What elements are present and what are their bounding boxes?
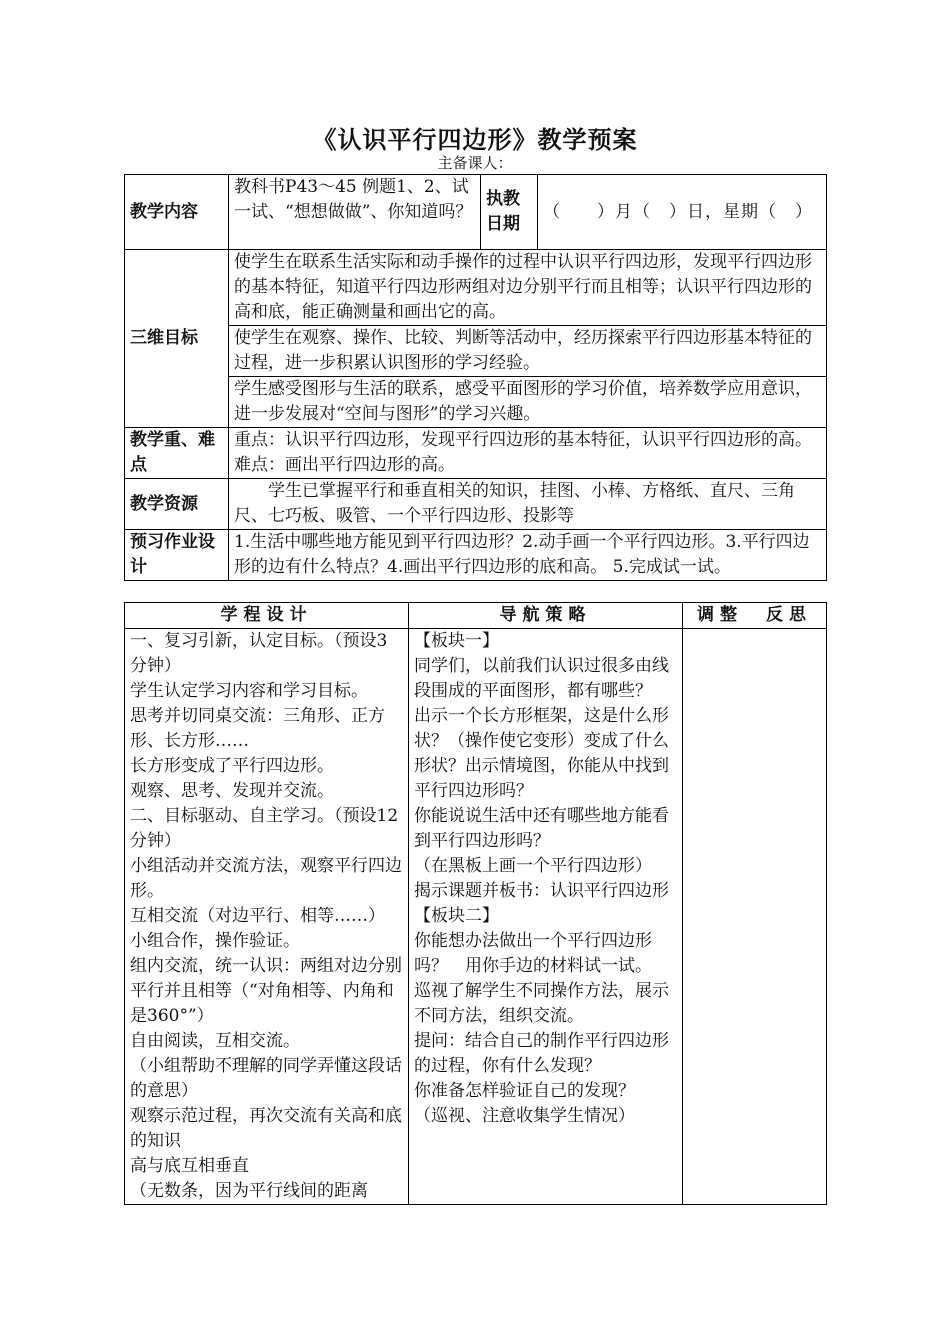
process-line: 思考并切同桌交流：三角形、正方形、长方形……	[130, 706, 385, 751]
strategy-line: 【板块二】	[414, 906, 499, 926]
strategy-line: （在黑板上画一个平行四边形）	[414, 856, 652, 876]
goal-1: 使学生在联系生活实际和动手操作的过程中认识平行四边形，发现平行四边形的基本特征，知道平行四边形两组对边分别平行而且相等；认识平行四边形的高和底，能正确测量和画出它的高。	[229, 250, 827, 326]
page-title: 《认识平行四边形》教学预案	[312, 125, 638, 154]
strategy-line: 提问：结合自己的制作平行四边形的过程，你有什么发现？	[414, 1031, 669, 1076]
goal-3: 学生感受图形与生活的联系，感受平面图形的学习价值，培养数学应用意识，进一步发展对“空间与图形”的学习兴趣。	[229, 377, 827, 428]
process-cell	[125, 629, 409, 1205]
process-line: 观察示范过程，再次交流有关高和底的知识	[130, 1106, 402, 1151]
info-table	[124, 174, 827, 581]
process-line: 学生认定学习内容和学习目标。	[130, 681, 368, 701]
content-row	[125, 175, 827, 250]
column-header-row	[125, 603, 827, 629]
strategy-line: 巡视了解学生不同操作方法，展示不同方法，组织交流。	[414, 981, 669, 1026]
goal-row-1	[125, 250, 827, 326]
resource-label: 教学资源	[125, 479, 229, 530]
process-line: 小组活动并交流方法，观察平行四边形。	[130, 856, 402, 901]
preview-row	[125, 530, 827, 581]
content-label: 教学内容	[125, 175, 229, 250]
process-line: 组内交流，统一认识：两组对边分别平行并且相等（“对角相等、内角和是360°”）	[130, 956, 402, 1026]
goal-row-2	[125, 326, 827, 377]
date-label: 执教日期	[481, 175, 538, 250]
key-label: 教学重、难点	[125, 428, 229, 479]
column-header-reflection: 调整 反思	[683, 603, 827, 629]
content-text: 教科书P43～45 例题1、2、试一试、“想想做做”、你知道吗？	[229, 175, 481, 250]
strategy-cell	[409, 629, 683, 1205]
goal-2: 使学生在观察、操作、比较、判断等活动中，经历探索平行四边形基本特征的过程，进一步积累认识图形的学习经验。	[229, 326, 827, 377]
reflection-cell	[683, 629, 827, 1205]
preview-text: 1.生活中哪些地方能见到平行四边形？2.动手画一个平行四边形。3.平行四边形的边有什么特点？4.画出平行四边形的底和高。 5.完成试一试。	[229, 530, 827, 581]
process-line: （小组帮助不理解的同学弄懂这段话的意思）	[130, 1056, 402, 1101]
key-row	[125, 428, 827, 479]
strategy-line: 你能想办法做出一个平行四边形吗？ 用你手边的材料试一试。	[414, 931, 652, 976]
strategy-line: 揭示课题并板书：认识平行四边形	[414, 881, 669, 901]
process-line: 自由阅读，互相交流。	[130, 1031, 300, 1051]
resource-text: 学生已掌握平行和垂直相关的知识，挂图、小棒、方格纸、直尺、三角尺、七巧板、吸管、一个平行四边形、投影等	[229, 479, 827, 530]
key-text: 重点：认识平行四边形，发现平行四边形的基本特征，认识平行四边形的高。 难点：画出平行四边形的高。	[229, 428, 827, 479]
column-header-process: 学程设计	[125, 603, 409, 629]
process-line: 互相交流（对边平行、相等……）	[130, 906, 385, 926]
process-line: 长方形变成了平行四边形。	[130, 756, 334, 776]
goals-label: 三维目标	[125, 250, 229, 428]
preview-label: 预习作业设计	[125, 530, 229, 581]
process-line: 小组合作，操作验证。	[130, 931, 300, 951]
strategy-line: 你能说说生活中还有哪些地方能看到平行四边形吗？	[414, 806, 669, 851]
strategy-line: 你准备怎样验证自己的发现？	[414, 1081, 635, 1101]
strategy-line: 【板块一】	[414, 631, 499, 651]
strategy-line: （巡视、注意收集学生情况）	[414, 1106, 635, 1126]
process-line: 高与底互相垂直	[130, 1156, 249, 1176]
strategy-line: 同学们，以前我们认识过很多由线段围成的平面图形，都有哪些？	[414, 656, 669, 701]
process-line: 观察、思考、发现并交流。	[130, 781, 334, 801]
process-line: 二、目标驱动、自主学习。（预设12分钟）	[130, 806, 399, 851]
strategy-line: 出示一个长方形框架，这是什么形状？（操作使它变形）变成了什么形状？出示情境图，你能从中找到平行四边形吗？	[414, 706, 669, 801]
goal-row-3	[125, 377, 827, 428]
process-line: （无数条，因为平行线间的距离	[130, 1181, 368, 1201]
process-body-row	[125, 629, 827, 1205]
column-header-strategy: 导航策略	[409, 603, 683, 629]
process-line: 一、复习引新，认定目标。（预设3分钟）	[130, 631, 388, 676]
resource-row	[125, 479, 827, 530]
date-text: （ ）月（ ）日，星期（ ）	[538, 175, 827, 250]
process-table	[124, 602, 827, 1205]
author-label: 主备课人：	[437, 154, 513, 172]
